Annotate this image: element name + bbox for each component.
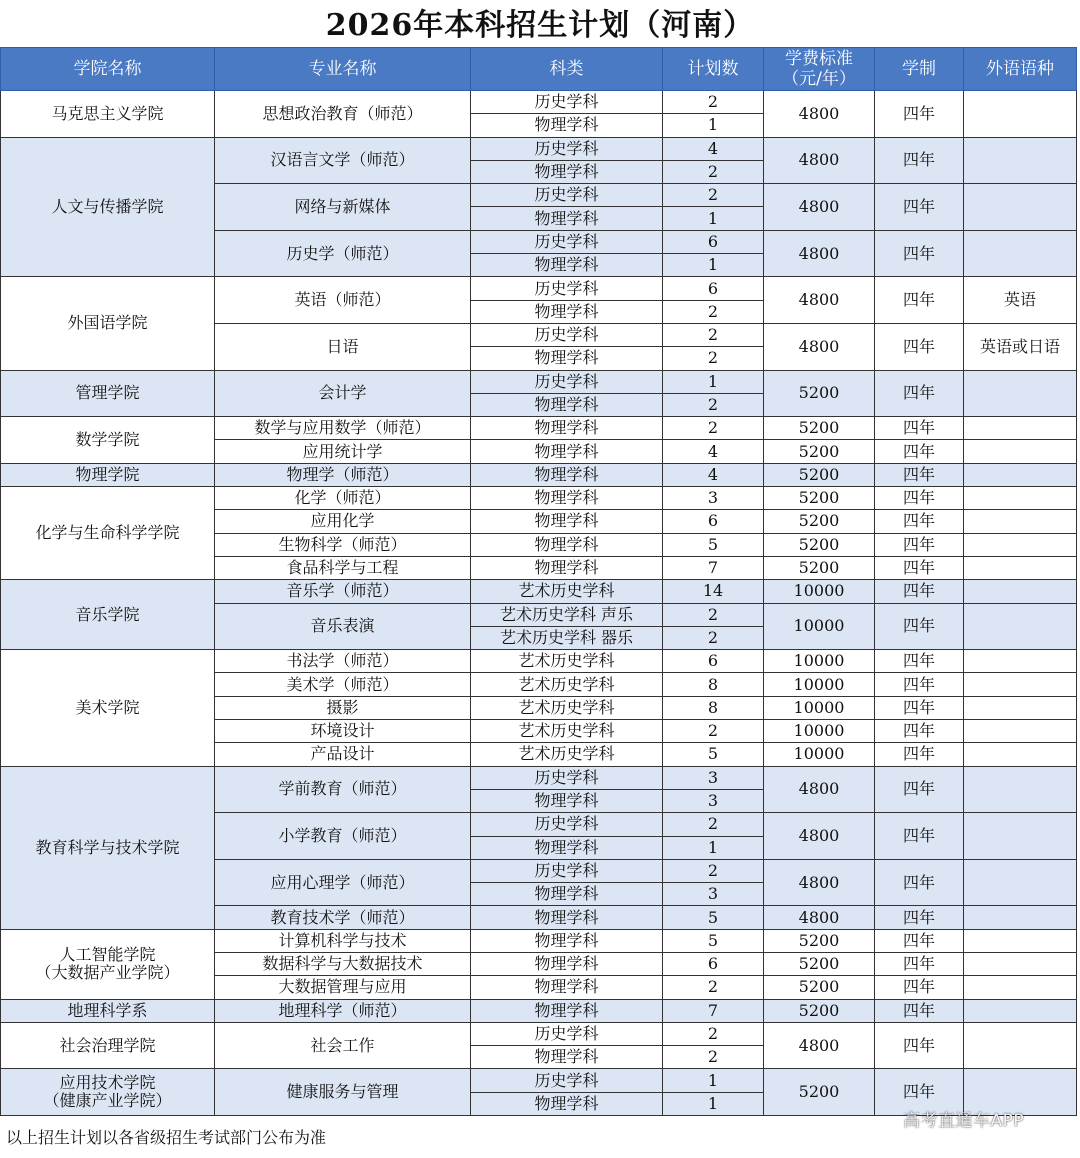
subject-track-cell: 艺术历史学科: [471, 673, 663, 696]
subject-track-cell: 物理学科: [471, 254, 663, 277]
foreign-language-cell: [964, 440, 1077, 463]
foreign-language-cell: 英语或日语: [964, 323, 1077, 370]
tuition-cell: 4800: [764, 766, 875, 813]
table-row: [1, 370, 1077, 393]
plan-count-cell: 1: [663, 1069, 764, 1092]
subject-track-cell: 物理学科: [471, 1092, 663, 1115]
major-name-cell: 地理科学（师范）: [215, 999, 471, 1022]
plan-count-cell: 2: [663, 323, 764, 346]
plan-count-cell: 8: [663, 696, 764, 719]
subject-track-cell: 物理学科: [471, 440, 663, 463]
plan-count-cell: 6: [663, 230, 764, 253]
college-group: [1, 487, 1077, 580]
major-name-cell: 大数据管理与应用: [215, 976, 471, 999]
duration-cell: 四年: [875, 952, 964, 975]
college-name-cell: 社会治理学院: [1, 1022, 215, 1069]
duration-cell: 四年: [875, 766, 964, 813]
duration-cell: 四年: [875, 277, 964, 324]
duration-cell: 四年: [875, 184, 964, 231]
duration-cell: 四年: [875, 906, 964, 929]
header-tuition: 学费标准 （元/年）: [764, 48, 875, 91]
major-name-cell: 数据科学与大数据技术: [215, 952, 471, 975]
college-name-cell: 应用技术学院 （健康产业学院）: [1, 1069, 215, 1116]
tuition-cell: 4800: [764, 1022, 875, 1069]
plan-count-cell: 2: [663, 347, 764, 370]
foreign-language-cell: [964, 859, 1077, 906]
plan-count-cell: 2: [663, 393, 764, 416]
tuition-cell: 5200: [764, 417, 875, 440]
plan-count-cell: 5: [663, 743, 764, 766]
subject-track-cell: 物理学科: [471, 836, 663, 859]
subject-track-cell: 物理学科: [471, 556, 663, 579]
tuition-cell: 5200: [764, 533, 875, 556]
foreign-language-cell: [964, 533, 1077, 556]
subject-track-cell: 物理学科: [471, 883, 663, 906]
foreign-language-cell: [964, 463, 1077, 486]
table-row: [1, 91, 1077, 114]
subject-track-cell: 历史学科: [471, 323, 663, 346]
college-name-cell: 教育科学与技术学院: [1, 766, 215, 929]
duration-cell: 四年: [875, 603, 964, 650]
foreign-language-cell: [964, 952, 1077, 975]
plan-count-cell: 7: [663, 999, 764, 1022]
plan-count-cell: 6: [663, 277, 764, 300]
duration-cell: 四年: [875, 533, 964, 556]
major-name-cell: 学前教育（师范）: [215, 766, 471, 813]
header-plan-count: 计划数: [663, 48, 764, 91]
subject-track-cell: 历史学科: [471, 230, 663, 253]
tuition-cell: 4800: [764, 91, 875, 138]
plan-count-cell: 2: [663, 859, 764, 882]
major-name-cell: 美术学（师范）: [215, 673, 471, 696]
college-group: [1, 91, 1077, 138]
tuition-cell: 5200: [764, 976, 875, 999]
subject-track-cell: 历史学科: [471, 91, 663, 114]
subject-track-cell: 物理学科: [471, 976, 663, 999]
college-name-cell: 管理学院: [1, 370, 215, 417]
table-row: [1, 650, 1077, 673]
college-group: [1, 463, 1077, 486]
header-major: 专业名称: [215, 48, 471, 91]
subject-track-cell: 物理学科: [471, 952, 663, 975]
tuition-cell: 5200: [764, 556, 875, 579]
footer-note: 以上招生计划以各省级招生考试部门公布为准: [6, 1128, 327, 1147]
subject-track-cell: 物理学科: [471, 487, 663, 510]
header-subject-track: 科类: [471, 48, 663, 91]
subject-track-cell: 艺术历史学科 声乐: [471, 603, 663, 626]
tuition-cell: 5200: [764, 463, 875, 486]
foreign-language-cell: [964, 999, 1077, 1022]
subject-track-cell: 历史学科: [471, 277, 663, 300]
subject-track-cell: 艺术历史学科 器乐: [471, 626, 663, 649]
tuition-cell: 5200: [764, 510, 875, 533]
plan-count-cell: 6: [663, 650, 764, 673]
plan-count-cell: 1: [663, 254, 764, 277]
subject-track-cell: 物理学科: [471, 533, 663, 556]
duration-cell: 四年: [875, 720, 964, 743]
subject-track-cell: 物理学科: [471, 463, 663, 486]
subject-track-cell: 历史学科: [471, 813, 663, 836]
duration-cell: 四年: [875, 370, 964, 417]
subject-track-cell: 物理学科: [471, 906, 663, 929]
subject-track-cell: 物理学科: [471, 160, 663, 183]
tuition-cell: 10000: [764, 580, 875, 603]
major-name-cell: 音乐学（师范）: [215, 580, 471, 603]
subject-track-cell: 历史学科: [471, 370, 663, 393]
plan-count-cell: 14: [663, 580, 764, 603]
major-name-cell: 数学与应用数学（师范）: [215, 417, 471, 440]
college-group: [1, 650, 1077, 766]
plan-count-cell: 4: [663, 463, 764, 486]
college-name-cell: 马克思主义学院: [1, 91, 215, 138]
tuition-cell: 4800: [764, 323, 875, 370]
foreign-language-cell: [964, 556, 1077, 579]
duration-cell: 四年: [875, 230, 964, 277]
foreign-language-cell: [964, 184, 1077, 231]
plan-count-cell: 2: [663, 626, 764, 649]
duration-cell: 四年: [875, 556, 964, 579]
foreign-language-cell: [964, 720, 1077, 743]
college-name-cell: 地理科学系: [1, 999, 215, 1022]
major-name-cell: 小学教育（师范）: [215, 813, 471, 860]
college-group: [1, 370, 1077, 417]
tuition-cell: 4800: [764, 859, 875, 906]
subject-track-cell: 历史学科: [471, 184, 663, 207]
college-group: [1, 277, 1077, 370]
major-name-cell: 环境设计: [215, 720, 471, 743]
plan-count-cell: 1: [663, 207, 764, 230]
header-college: 学院名称: [1, 48, 215, 91]
plan-count-cell: 2: [663, 813, 764, 836]
major-name-cell: 计算机科学与技术: [215, 929, 471, 952]
duration-cell: 四年: [875, 976, 964, 999]
duration-cell: 四年: [875, 929, 964, 952]
foreign-language-cell: [964, 510, 1077, 533]
major-name-cell: 汉语言文学（师范）: [215, 137, 471, 184]
major-name-cell: 食品科学与工程: [215, 556, 471, 579]
college-name-cell: 人工智能学院 （大数据产业学院）: [1, 929, 215, 999]
major-name-cell: 网络与新媒体: [215, 184, 471, 231]
tuition-cell: 4800: [764, 230, 875, 277]
major-name-cell: 应用心理学（师范）: [215, 859, 471, 906]
plan-count-cell: 7: [663, 556, 764, 579]
tuition-cell: 4800: [764, 137, 875, 184]
college-group: [1, 929, 1077, 999]
subject-track-cell: 历史学科: [471, 859, 663, 882]
duration-cell: 四年: [875, 743, 964, 766]
plan-count-cell: 3: [663, 487, 764, 510]
plan-count-cell: 3: [663, 766, 764, 789]
duration-cell: 四年: [875, 859, 964, 906]
major-name-cell: 健康服务与管理: [215, 1069, 471, 1116]
subject-track-cell: 物理学科: [471, 114, 663, 137]
major-name-cell: 化学（师范）: [215, 487, 471, 510]
tuition-cell: 10000: [764, 603, 875, 650]
plan-count-cell: 6: [663, 510, 764, 533]
subject-track-cell: 物理学科: [471, 510, 663, 533]
foreign-language-cell: [964, 650, 1077, 673]
subject-track-cell: 物理学科: [471, 417, 663, 440]
subject-track-cell: 物理学科: [471, 789, 663, 812]
college-name-cell: 音乐学院: [1, 580, 215, 650]
table-row: [1, 137, 1077, 160]
subject-track-cell: 历史学科: [471, 1022, 663, 1045]
subject-track-cell: 物理学科: [471, 929, 663, 952]
foreign-language-cell: [964, 230, 1077, 277]
college-name-cell: 数学学院: [1, 417, 215, 464]
college-name-cell: 美术学院: [1, 650, 215, 766]
subject-track-cell: 艺术历史学科: [471, 580, 663, 603]
major-name-cell: 生物科学（师范）: [215, 533, 471, 556]
plan-count-cell: 6: [663, 952, 764, 975]
plan-count-cell: 2: [663, 1022, 764, 1045]
tuition-cell: 5200: [764, 440, 875, 463]
plan-count-cell: 3: [663, 789, 764, 812]
tuition-cell: 4800: [764, 906, 875, 929]
tuition-cell: 5200: [764, 487, 875, 510]
tuition-cell: 10000: [764, 720, 875, 743]
plan-count-cell: 2: [663, 976, 764, 999]
college-group: [1, 417, 1077, 464]
major-name-cell: 社会工作: [215, 1022, 471, 1069]
foreign-language-cell: [964, 976, 1077, 999]
college-group: [1, 137, 1077, 277]
subject-track-cell: 历史学科: [471, 766, 663, 789]
duration-cell: 四年: [875, 417, 964, 440]
foreign-language-cell: [964, 906, 1077, 929]
tuition-cell: 5200: [764, 1069, 875, 1116]
major-name-cell: 历史学（师范）: [215, 230, 471, 277]
foreign-language-cell: [964, 91, 1077, 138]
plan-count-cell: 2: [663, 603, 764, 626]
major-name-cell: 摄影: [215, 696, 471, 719]
duration-cell: 四年: [875, 696, 964, 719]
subject-track-cell: 历史学科: [471, 137, 663, 160]
subject-track-cell: 艺术历史学科: [471, 720, 663, 743]
tuition-cell: 10000: [764, 696, 875, 719]
plan-count-cell: 2: [663, 184, 764, 207]
duration-cell: 四年: [875, 1069, 964, 1116]
college-name-cell: 化学与生命科学学院: [1, 487, 215, 580]
college-group: [1, 766, 1077, 929]
college-group: [1, 580, 1077, 650]
duration-cell: 四年: [875, 91, 964, 138]
college-name-cell: 物理学院: [1, 463, 215, 486]
major-name-cell: 思想政治教育（师范）: [215, 91, 471, 138]
table-row: [1, 766, 1077, 789]
duration-cell: 四年: [875, 1022, 964, 1069]
tuition-cell: 5200: [764, 952, 875, 975]
watermark: 高考直通车APP: [903, 1111, 1025, 1131]
plan-count-cell: 2: [663, 720, 764, 743]
table-row: [1, 580, 1077, 603]
plan-count-cell: 1: [663, 1092, 764, 1115]
subject-track-cell: 历史学科: [471, 1069, 663, 1092]
plan-count-cell: 1: [663, 114, 764, 137]
foreign-language-cell: [964, 929, 1077, 952]
foreign-language-cell: [964, 580, 1077, 603]
duration-cell: 四年: [875, 813, 964, 860]
subject-track-cell: 艺术历史学科: [471, 650, 663, 673]
major-name-cell: 会计学: [215, 370, 471, 417]
tuition-cell: 5200: [764, 929, 875, 952]
college-group: [1, 1022, 1077, 1069]
foreign-language-cell: [964, 417, 1077, 440]
table-row: [1, 417, 1077, 440]
tuition-cell: 10000: [764, 650, 875, 673]
duration-cell: 四年: [875, 999, 964, 1022]
major-name-cell: 应用统计学: [215, 440, 471, 463]
tuition-cell: 4800: [764, 184, 875, 231]
subject-track-cell: 艺术历史学科: [471, 696, 663, 719]
major-name-cell: 英语（师范）: [215, 277, 471, 324]
major-name-cell: 教育技术学（师范）: [215, 906, 471, 929]
plan-count-cell: 3: [663, 883, 764, 906]
college-name-cell: 人文与传播学院: [1, 137, 215, 277]
table-row: [1, 487, 1077, 510]
college-name-cell: 外国语学院: [1, 277, 215, 370]
table-row: [1, 1069, 1077, 1092]
table-row: [1, 463, 1077, 486]
subject-track-cell: 物理学科: [471, 1046, 663, 1069]
tuition-cell: 10000: [764, 673, 875, 696]
major-name-cell: 产品设计: [215, 743, 471, 766]
foreign-language-cell: 英语: [964, 277, 1077, 324]
plan-count-cell: 2: [663, 1046, 764, 1069]
major-name-cell: 音乐表演: [215, 603, 471, 650]
foreign-language-cell: [964, 487, 1077, 510]
subject-track-cell: 物理学科: [471, 999, 663, 1022]
tuition-cell: 4800: [764, 813, 875, 860]
tuition-cell: 10000: [764, 743, 875, 766]
plan-count-cell: 1: [663, 370, 764, 393]
foreign-language-cell: [964, 1022, 1077, 1069]
header-foreign-language: 外语语种: [964, 48, 1077, 91]
college-group: [1, 999, 1077, 1022]
plan-count-cell: 2: [663, 160, 764, 183]
foreign-language-cell: [964, 603, 1077, 650]
duration-cell: 四年: [875, 463, 964, 486]
duration-cell: 四年: [875, 137, 964, 184]
plan-count-cell: 1: [663, 836, 764, 859]
duration-cell: 四年: [875, 323, 964, 370]
subject-track-cell: 物理学科: [471, 300, 663, 323]
foreign-language-cell: [964, 696, 1077, 719]
duration-cell: 四年: [875, 650, 964, 673]
plan-count-cell: 4: [663, 440, 764, 463]
plan-count-cell: 2: [663, 300, 764, 323]
duration-cell: 四年: [875, 487, 964, 510]
table-row: [1, 929, 1077, 952]
duration-cell: 四年: [875, 510, 964, 533]
foreign-language-cell: [964, 370, 1077, 417]
page-title: 2026年本科招生计划（河南）: [325, 8, 755, 43]
foreign-language-cell: [964, 137, 1077, 184]
subject-track-cell: 物理学科: [471, 393, 663, 416]
duration-cell: 四年: [875, 440, 964, 463]
header-duration: 学制: [875, 48, 964, 91]
plan-count-cell: 5: [663, 906, 764, 929]
plan-count-cell: 2: [663, 417, 764, 440]
tuition-cell: 5200: [764, 999, 875, 1022]
table-header-row: [1, 48, 1077, 91]
foreign-language-cell: [964, 743, 1077, 766]
foreign-language-cell: [964, 673, 1077, 696]
enrollment-plan-table: [0, 47, 1077, 1116]
plan-count-cell: 2: [663, 91, 764, 114]
major-name-cell: 日语: [215, 323, 471, 370]
plan-count-cell: 5: [663, 929, 764, 952]
plan-count-cell: 5: [663, 533, 764, 556]
duration-cell: 四年: [875, 580, 964, 603]
major-name-cell: 物理学（师范）: [215, 463, 471, 486]
foreign-language-cell: [964, 766, 1077, 813]
tuition-cell: 5200: [764, 370, 875, 417]
tuition-cell: 4800: [764, 277, 875, 324]
major-name-cell: 应用化学: [215, 510, 471, 533]
subject-track-cell: 物理学科: [471, 207, 663, 230]
subject-track-cell: 物理学科: [471, 347, 663, 370]
major-name-cell: 书法学（师范）: [215, 650, 471, 673]
table-row: [1, 999, 1077, 1022]
plan-count-cell: 8: [663, 673, 764, 696]
duration-cell: 四年: [875, 673, 964, 696]
foreign-language-cell: [964, 813, 1077, 860]
table-row: [1, 277, 1077, 300]
subject-track-cell: 艺术历史学科: [471, 743, 663, 766]
plan-count-cell: 4: [663, 137, 764, 160]
table-row: [1, 1022, 1077, 1045]
